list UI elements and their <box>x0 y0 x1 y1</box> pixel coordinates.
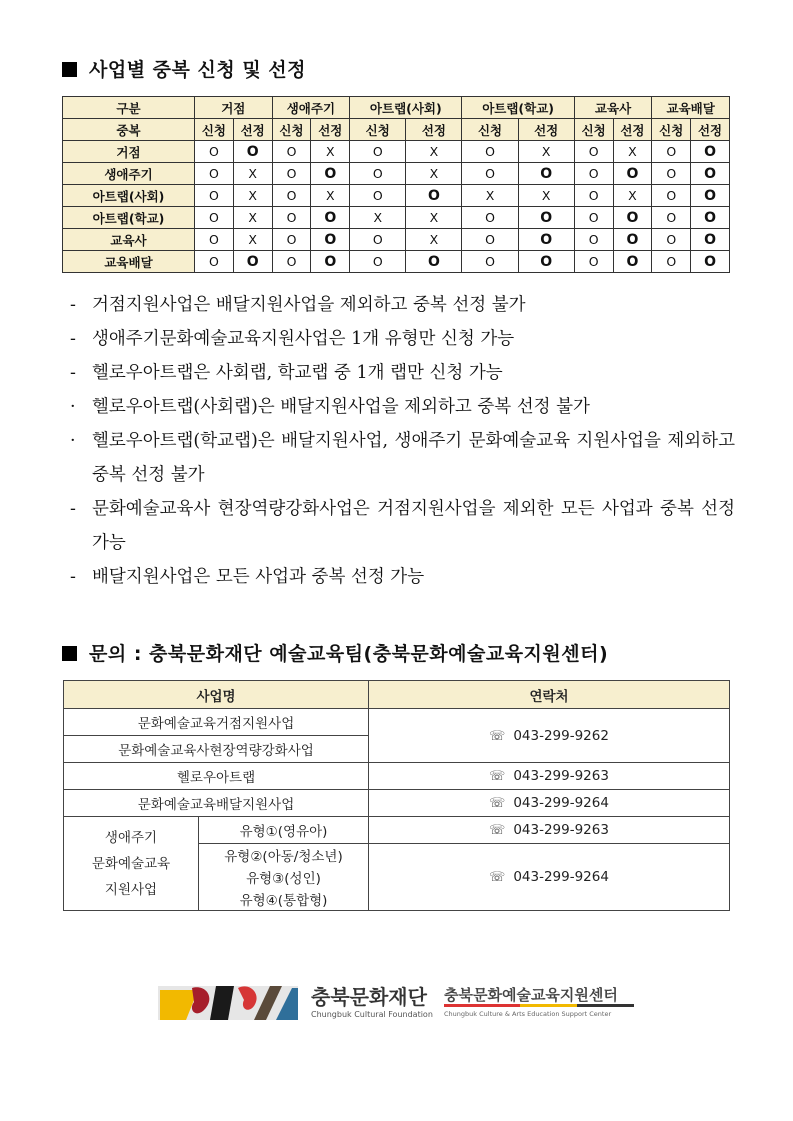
mark-cell: O <box>691 207 730 229</box>
mark-cell: X <box>233 163 272 185</box>
table-row <box>63 163 730 185</box>
mark-cell: O <box>272 141 311 163</box>
mark-cell: O <box>272 251 311 273</box>
note-text: 배달지원사업은 모든 사업과 중복 선정 가능 <box>92 567 425 587</box>
note-text: 거점지원사업은 배달지원사업을 제외하고 중복 선정 불가 <box>92 295 526 315</box>
table-row <box>64 763 730 790</box>
note-item <box>70 322 735 356</box>
note-marker: · <box>70 397 76 417</box>
mark-cell: O <box>311 251 350 273</box>
note-text: 생애주기문화예술교육지원사업은 1개 유형만 신청 가능 <box>92 329 515 349</box>
mark-cell: X <box>613 185 652 207</box>
mark-cell: O <box>195 163 234 185</box>
mark-cell: O <box>272 207 311 229</box>
mark-cell: O <box>350 163 406 185</box>
note-item <box>70 356 735 390</box>
note-marker: · <box>70 431 76 451</box>
note-marker: - <box>70 363 76 383</box>
note-item <box>70 492 735 560</box>
contact-cell <box>369 763 730 790</box>
table-row <box>63 251 730 273</box>
mark-cell: O <box>574 251 613 273</box>
sub-header-cell: 신청 <box>272 119 311 141</box>
mark-cell: X <box>311 185 350 207</box>
phone-number: 043-299-9264 <box>513 795 609 811</box>
mark-cell: O <box>691 163 730 185</box>
mark-cell: O <box>462 163 518 185</box>
note-text: 헬로우아트랩은 사회랩, 학교랩 중 1개 랩만 신청 가능 <box>92 363 503 383</box>
mark-cell: O <box>462 141 518 163</box>
mark-cell: O <box>691 185 730 207</box>
overlap-table <box>62 96 730 273</box>
mark-cell: O <box>350 229 406 251</box>
foundation-logo <box>158 978 638 1028</box>
mark-cell: O <box>406 251 462 273</box>
sub-header-cell: 신청 <box>350 119 406 141</box>
mark-cell: O <box>652 141 691 163</box>
mark-cell: O <box>311 207 350 229</box>
sub-header-cell: 선정 <box>518 119 574 141</box>
sub-header-cell: 신청 <box>462 119 518 141</box>
mark-cell: O <box>195 185 234 207</box>
table-row <box>63 229 730 251</box>
contact-cell <box>369 709 730 763</box>
mark-cell: O <box>233 141 272 163</box>
mark-cell: X <box>518 141 574 163</box>
mark-cell: O <box>462 229 518 251</box>
table-header-row <box>64 681 730 709</box>
notes-list <box>70 288 735 594</box>
program-name: 문화예술교육사현장역량강화사업 <box>64 736 369 763</box>
mark-cell: O <box>195 141 234 163</box>
mark-cell: O <box>691 141 730 163</box>
header-cell: 거점 <box>195 97 273 119</box>
mark-cell: O <box>518 163 574 185</box>
mark-cell: O <box>574 207 613 229</box>
logo-center-name: 충북문화예술교육지원센터 <box>444 986 618 1004</box>
note-item <box>70 424 735 492</box>
phone-number: 043-299-9262 <box>513 727 609 744</box>
header-cell: 교육배달 <box>652 97 730 119</box>
mark-cell: O <box>462 207 518 229</box>
phone-number: 043-299-9264 <box>513 869 609 885</box>
mark-cell: O <box>518 207 574 229</box>
program-type: 유형③(성인) <box>199 866 369 888</box>
mark-cell: O <box>652 251 691 273</box>
header-row-programs <box>63 97 730 119</box>
program-type: 유형②(아동/청소년) <box>199 844 369 867</box>
mark-cell: X <box>406 163 462 185</box>
sub-header-cell: 선정 <box>233 119 272 141</box>
header-row-sub <box>63 119 730 141</box>
logo-mark-icon <box>158 980 300 1024</box>
square-bullet-icon <box>62 62 77 77</box>
table-row <box>63 185 730 207</box>
group-line: 생애주기 <box>104 829 158 846</box>
phone-number: 043-299-9263 <box>513 768 609 784</box>
section-title-text: 문의 : 충북문화재단 예술교육팀(충북문화예술교육지원센터) <box>89 643 609 665</box>
mark-cell: X <box>518 185 574 207</box>
mark-cell: X <box>462 185 518 207</box>
header-cell: 생애주기 <box>272 97 350 119</box>
note-marker: - <box>70 329 76 349</box>
mark-cell: O <box>462 251 518 273</box>
section-title-text: 사업별 중복 신청 및 선정 <box>89 59 306 81</box>
group-line: 지원사업 <box>104 881 158 898</box>
mark-cell: X <box>233 207 272 229</box>
sub-header-cell: 선정 <box>613 119 652 141</box>
program-group-name <box>64 817 199 911</box>
logo-org-name-en: Chungbuk Cultural Foundation <box>311 1010 433 1019</box>
program-type: 유형④(통합형) <box>199 888 369 911</box>
mark-cell: X <box>613 141 652 163</box>
contact-cell <box>369 844 730 911</box>
mark-cell: O <box>311 163 350 185</box>
sub-header-cell: 선정 <box>691 119 730 141</box>
logo-color-bar <box>444 1004 634 1007</box>
mark-cell: O <box>691 229 730 251</box>
phone-number: 043-299-9263 <box>513 822 609 838</box>
mark-cell: X <box>350 207 406 229</box>
mark-cell: O <box>350 251 406 273</box>
mark-cell: X <box>233 229 272 251</box>
mark-cell: O <box>574 185 613 207</box>
logo-center-name-en: Chungbuk Culture & Arts Education Support Center <box>444 1010 612 1018</box>
note-text: 헬로우아트랩(학교랩)은 배달지원사업, 생애주기 문화예술교육 지원사업을 제외하고 중복 선정 불가 <box>92 431 735 485</box>
mark-cell: O <box>272 163 311 185</box>
table-row <box>64 817 730 844</box>
sub-header-cell: 선정 <box>311 119 350 141</box>
note-item <box>70 560 735 594</box>
table-row <box>64 709 730 736</box>
note-marker: - <box>70 499 76 519</box>
contact-cell <box>369 790 730 817</box>
mark-cell: O <box>311 229 350 251</box>
section-title-overlap <box>62 55 306 82</box>
mark-cell: O <box>691 251 730 273</box>
phone-icon: ☏ <box>489 769 506 784</box>
mark-cell: O <box>406 185 462 207</box>
group-line: 문화예술교육 <box>91 855 171 872</box>
mark-cell: X <box>406 229 462 251</box>
mark-cell: O <box>613 163 652 185</box>
mark-cell: O <box>574 163 613 185</box>
row-label: 생애주기 <box>63 163 195 185</box>
contact-table <box>63 680 730 911</box>
header-cell: 아트랩(학교) <box>462 97 574 119</box>
mark-cell: O <box>272 229 311 251</box>
sub-header-cell: 신청 <box>652 119 691 141</box>
program-name: 문화예술교육거점지원사업 <box>64 709 369 736</box>
phone-icon: ☏ <box>489 796 506 811</box>
mark-cell: X <box>406 207 462 229</box>
contact-cell <box>369 817 730 844</box>
header-cell: 아트랩(사회) <box>350 97 462 119</box>
header-program-name: 사업명 <box>64 681 369 709</box>
mark-cell: O <box>195 207 234 229</box>
header-cell: 구분 <box>63 97 195 119</box>
row-label: 거점 <box>63 141 195 163</box>
mark-cell: O <box>613 207 652 229</box>
program-type: 유형①(영유아) <box>199 817 369 844</box>
mark-cell: X <box>233 185 272 207</box>
note-marker: - <box>70 295 76 315</box>
mark-cell: O <box>350 185 406 207</box>
row-label: 아트랩(학교) <box>63 207 195 229</box>
row-label: 교육사 <box>63 229 195 251</box>
mark-cell: O <box>652 185 691 207</box>
note-marker: - <box>70 567 76 587</box>
note-text: 문화예술교육사 현장역량강화사업은 거점지원사업을 제외한 모든 사업과 중복 선정 가능 <box>92 499 735 553</box>
program-name: 문화예술교육배달지원사업 <box>64 790 369 817</box>
mark-cell: O <box>272 185 311 207</box>
mark-cell: X <box>311 141 350 163</box>
mark-cell: O <box>613 229 652 251</box>
square-bullet-icon <box>62 646 77 661</box>
mark-cell: O <box>613 251 652 273</box>
mark-cell: O <box>518 229 574 251</box>
mark-cell: O <box>195 229 234 251</box>
header-cell: 중복 <box>63 119 195 141</box>
note-text: 헬로우아트랩(사회랩)은 배달지원사업을 제외하고 중복 선정 불가 <box>92 397 590 417</box>
mark-cell: O <box>652 207 691 229</box>
sub-header-cell: 선정 <box>406 119 462 141</box>
section-title-contact <box>62 639 608 666</box>
note-item <box>70 390 735 424</box>
logo-org-name: 충북문화재단 <box>311 985 427 1009</box>
mark-cell: X <box>406 141 462 163</box>
phone-icon: ☏ <box>489 823 506 838</box>
sub-header-cell: 신청 <box>574 119 613 141</box>
mark-cell: O <box>652 229 691 251</box>
note-item <box>70 288 735 322</box>
overlap-table-body <box>63 141 730 273</box>
mark-cell: O <box>574 229 613 251</box>
row-label: 아트랩(사회) <box>63 185 195 207</box>
program-name: 헬로우아트랩 <box>64 763 369 790</box>
phone-icon: ☏ <box>489 870 506 885</box>
table-row <box>64 790 730 817</box>
mark-cell: O <box>350 141 406 163</box>
header-contact: 연락처 <box>369 681 730 709</box>
table-row <box>63 141 730 163</box>
phone-icon: ☏ <box>489 728 506 744</box>
mark-cell: O <box>195 251 234 273</box>
row-label: 교육배달 <box>63 251 195 273</box>
mark-cell: O <box>233 251 272 273</box>
header-cell: 교육사 <box>574 97 652 119</box>
mark-cell: O <box>574 141 613 163</box>
table-row <box>63 207 730 229</box>
mark-cell: O <box>518 251 574 273</box>
sub-header-cell: 신청 <box>195 119 234 141</box>
mark-cell: O <box>652 163 691 185</box>
